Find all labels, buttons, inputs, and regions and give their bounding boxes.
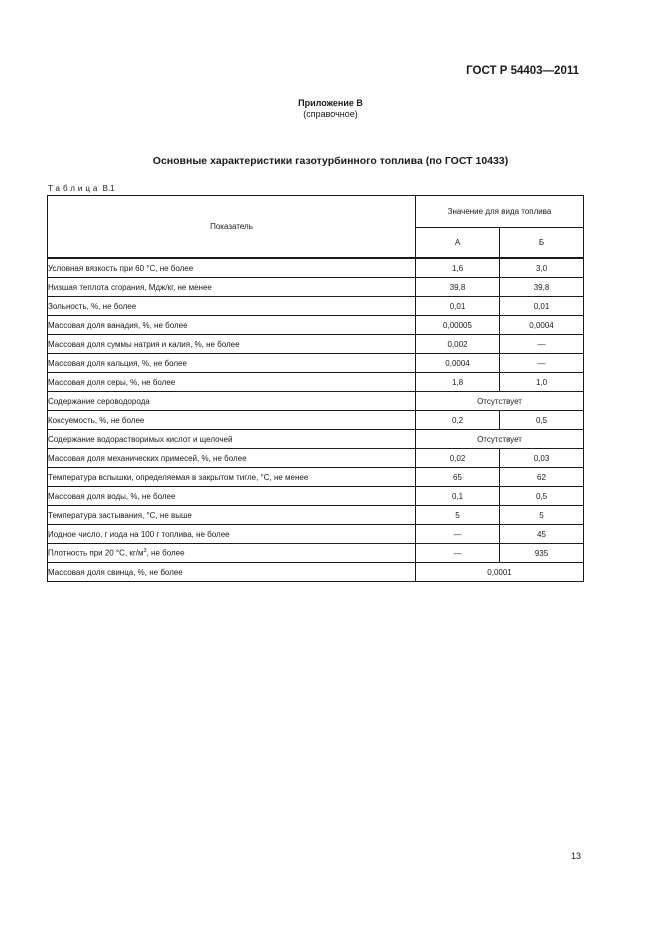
header-param: Показатель bbox=[48, 196, 416, 259]
row-value-a: 0,1 bbox=[416, 487, 500, 506]
table-row bbox=[48, 468, 584, 487]
row-value-b: — bbox=[500, 354, 584, 373]
row-name bbox=[48, 544, 416, 563]
table-row bbox=[48, 335, 584, 354]
row-value-a: — bbox=[416, 544, 500, 563]
table-caption-number: В.1 bbox=[102, 184, 115, 193]
row-value-a: 0,002 bbox=[416, 335, 500, 354]
row-value-b: 0,0004 bbox=[500, 316, 584, 335]
row-name: Массовая доля свинца, %, не более bbox=[48, 563, 416, 582]
row-name-text-suffix: , не более bbox=[146, 548, 185, 558]
row-name: Содержание сероводорода bbox=[48, 392, 416, 411]
row-name: Массовая доля ванадия, %, не более bbox=[48, 316, 416, 335]
document-code: ГОСТ Р 54403—2011 bbox=[466, 65, 579, 77]
header-col-a: А bbox=[416, 227, 500, 258]
row-value-a: 5 bbox=[416, 506, 500, 525]
appendix-title: Приложение В bbox=[298, 98, 363, 108]
row-value-b: 45 bbox=[500, 525, 584, 544]
page-number: 13 bbox=[570, 851, 581, 861]
table-row bbox=[48, 506, 584, 525]
row-name: Массовая доля серы, %, не более bbox=[48, 373, 416, 392]
table-caption bbox=[48, 184, 115, 193]
table-row bbox=[48, 411, 584, 430]
row-value-a: 0,01 bbox=[416, 297, 500, 316]
row-value-a: 1,8 bbox=[416, 373, 500, 392]
row-name: Массовая доля суммы натрия и калия, %, не более bbox=[48, 335, 416, 354]
document-title: Основные характеристики газотурбинного топлива (по ГОСТ 10433) bbox=[152, 155, 509, 167]
table-row bbox=[48, 297, 584, 316]
appendix-heading bbox=[0, 98, 661, 120]
row-name: Зольность, %, не более bbox=[48, 297, 416, 316]
row-value-b: 62 bbox=[500, 468, 584, 487]
table-row bbox=[48, 449, 584, 468]
row-name: Иодное число, г иода на 100 г топлива, не более bbox=[48, 525, 416, 544]
table-row bbox=[48, 430, 584, 449]
row-name: Содержание водорастворимых кислот и щелочей bbox=[48, 430, 416, 449]
header-values: Значение для вида топлива bbox=[416, 196, 584, 228]
row-name: Массовая доля воды, %, не более bbox=[48, 487, 416, 506]
row-value-b: 1,0 bbox=[500, 373, 584, 392]
table-row bbox=[48, 258, 584, 278]
row-name: Условная вязкость при 60 °С, не более bbox=[48, 258, 416, 278]
table-row bbox=[48, 354, 584, 373]
row-value-a: 39,8 bbox=[416, 278, 500, 297]
appendix-subtitle: (справочное) bbox=[303, 109, 358, 119]
table-row bbox=[48, 373, 584, 392]
row-name: Низшая теплота сгорания, Мдж/кг, не менее bbox=[48, 278, 416, 297]
row-name: Массовая доля механических примесей, %, не более bbox=[48, 449, 416, 468]
row-name: Температура застывания, °С, не выше bbox=[48, 506, 416, 525]
row-value-b: 39,8 bbox=[500, 278, 584, 297]
row-value-b: 0,01 bbox=[500, 297, 584, 316]
table-row bbox=[48, 392, 584, 411]
row-name: Температура вспышки, определяемая в закрытом тигле, °С, не менее bbox=[48, 468, 416, 487]
row-name-text: Плотность при 20 °С, кг/м bbox=[48, 548, 144, 558]
row-name: Массовая доля кальция, %, не более bbox=[48, 354, 416, 373]
row-value-a: 0,02 bbox=[416, 449, 500, 468]
table-body bbox=[48, 258, 584, 582]
table-row bbox=[48, 525, 584, 544]
row-value-b: — bbox=[500, 335, 584, 354]
fuel-spec-table bbox=[47, 195, 584, 582]
row-value-merged: Отсутствует bbox=[416, 392, 584, 411]
row-value-merged: 0,0001 bbox=[416, 563, 584, 582]
table-row bbox=[48, 544, 584, 563]
row-value-a: — bbox=[416, 525, 500, 544]
row-value-b: 0,03 bbox=[500, 449, 584, 468]
row-value-b: 5 bbox=[500, 506, 584, 525]
row-value-merged: Отсутствует bbox=[416, 430, 584, 449]
header-col-b: Б bbox=[500, 227, 584, 258]
table-row bbox=[48, 487, 584, 506]
row-value-b: 0,5 bbox=[500, 487, 584, 506]
table-row bbox=[48, 563, 584, 582]
row-name: Коксуемость, %, не более bbox=[48, 411, 416, 430]
table-caption-word: Таблица bbox=[48, 184, 101, 193]
row-value-b: 3,0 bbox=[500, 258, 584, 278]
row-value-b: 0,5 bbox=[500, 411, 584, 430]
table-row bbox=[48, 278, 584, 297]
row-value-a: 0,2 bbox=[416, 411, 500, 430]
row-value-a: 0,00005 bbox=[416, 316, 500, 335]
row-name-superscript: 3 bbox=[143, 548, 147, 555]
row-value-a: 1,6 bbox=[416, 258, 500, 278]
row-value-b: 935 bbox=[500, 544, 584, 563]
table-row bbox=[48, 316, 584, 335]
row-value-a: 65 bbox=[416, 468, 500, 487]
row-value-a: 0,0004 bbox=[416, 354, 500, 373]
